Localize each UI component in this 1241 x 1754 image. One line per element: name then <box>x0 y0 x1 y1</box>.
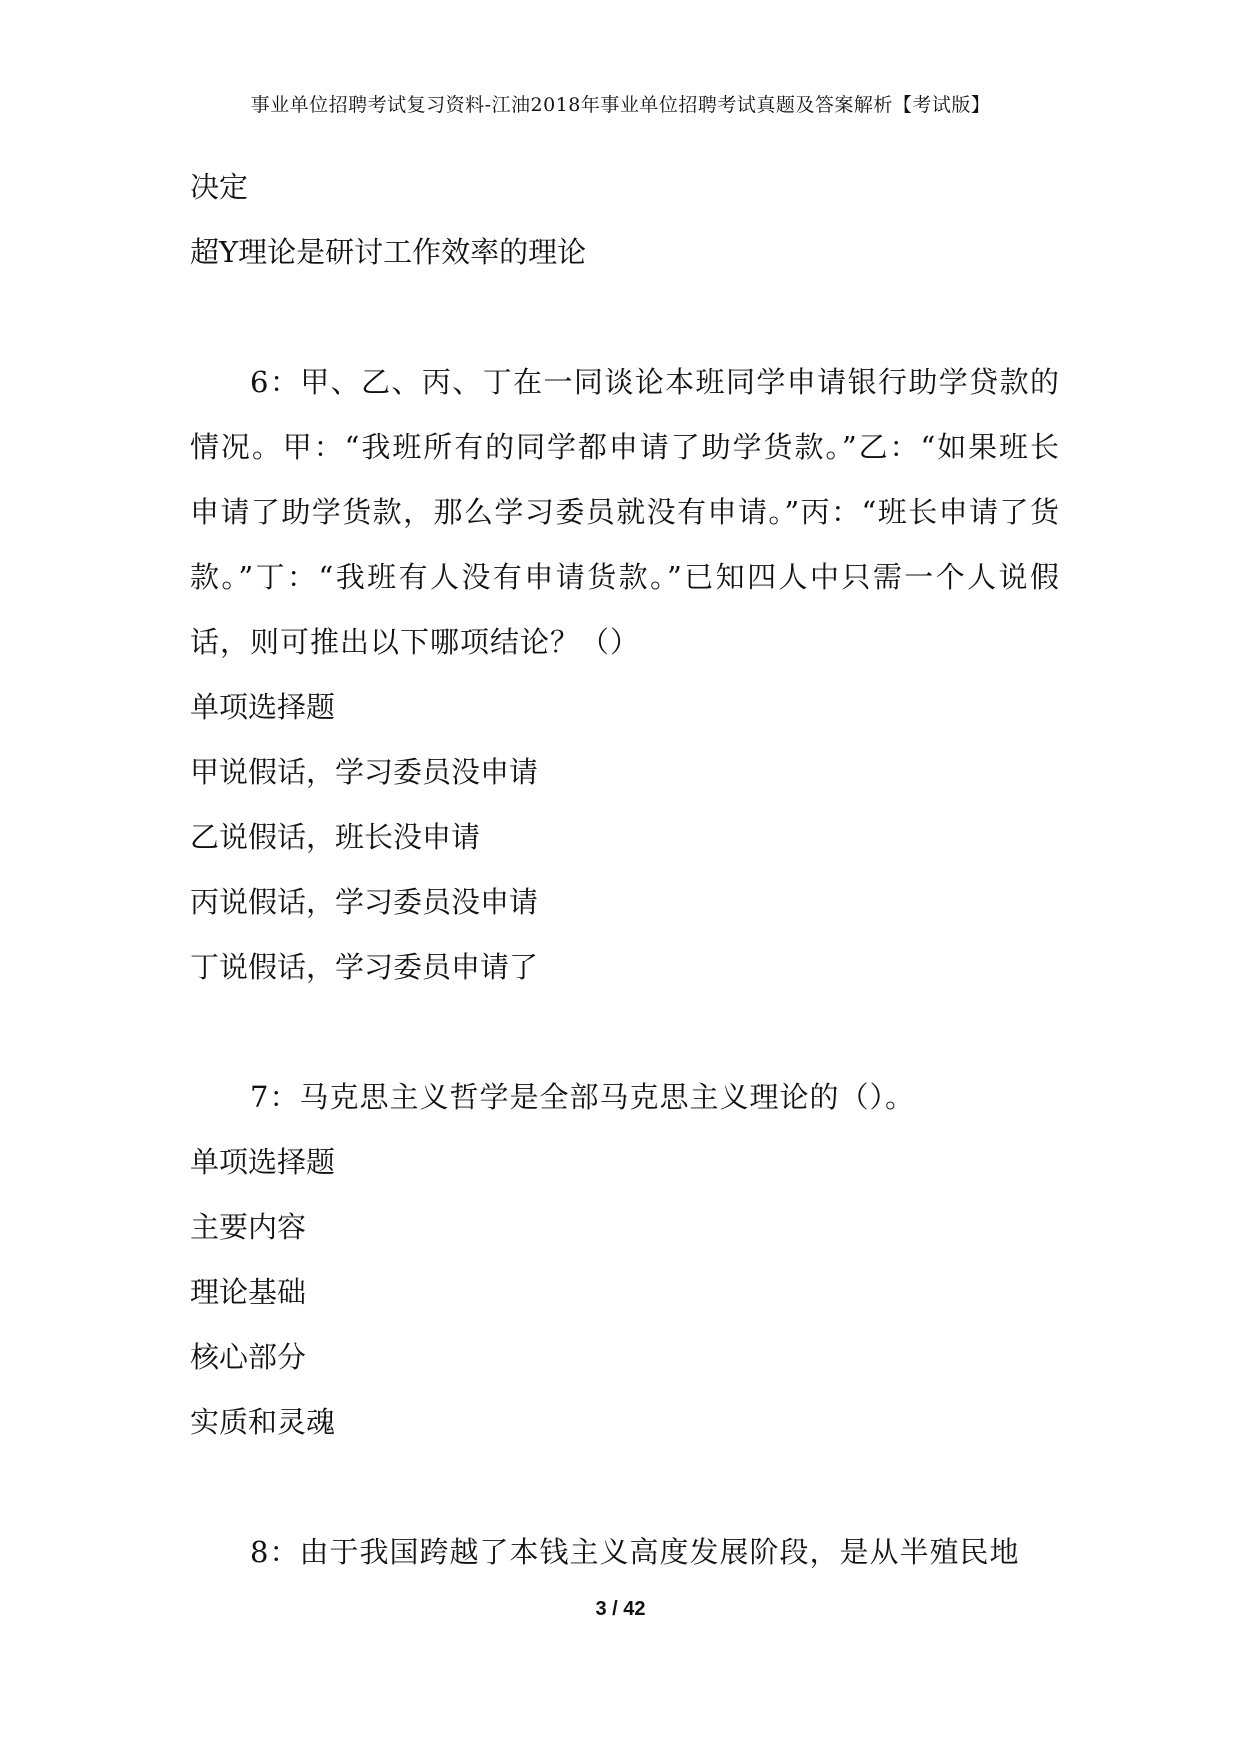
question-stem: 6：甲、乙、丙、丁在一同谈论本班同学申请银行助学贷款的情况。甲：“我班所有的同学都申请了助学货款。”乙：“如果班长申请了助学货款，那么学习委员就没有申请。”丙：“班长申请了货款。”丁：“我班有人没有申请货款。”已知四人中只需一个人说假话，则可推出以下哪项结论？（） <box>190 365 1060 659</box>
answer-option: 理论基础 <box>190 1275 307 1309</box>
answer-option: 丁说假话，学习委员申请了 <box>190 950 539 984</box>
question-type: 单项选择题 <box>190 690 336 724</box>
question-type: 单项选择题 <box>190 1145 336 1179</box>
page-content <box>190 155 1060 1585</box>
answer-option: 核心部分 <box>190 1340 307 1374</box>
question-8 <box>190 1520 1060 1585</box>
spacer <box>190 285 1060 350</box>
spacer <box>190 1455 1060 1520</box>
question-stem: 8：由于我国跨越了本钱主义高度发展阶段，是从半殖民地 <box>250 1535 1020 1569</box>
answer-option: 乙说假话，班长没申请 <box>190 820 481 854</box>
page-header: 事业单位招聘考试复习资料-江油2018年事业单位招聘考试真题及答案解析【考试版】 <box>250 94 991 116</box>
answer-option: 丙说假话，学习委员没申请 <box>190 885 539 919</box>
continuation-line: 决定 <box>190 170 249 204</box>
spacer <box>190 1000 1060 1065</box>
question-stem: 7：马克思主义哲学是全部马克思主义理论的（）。 <box>250 1080 915 1114</box>
answer-option: 甲说假话，学习委员没申请 <box>190 755 539 789</box>
page-number: 3 / 42 <box>595 1598 646 1620</box>
question-7 <box>190 1065 1060 1455</box>
answer-option: 实质和灵魂 <box>190 1405 336 1439</box>
question-6 <box>190 350 1060 1000</box>
continuation-line: 超Y理论是研讨工作效率的理论 <box>190 235 587 269</box>
answer-option: 主要内容 <box>190 1210 307 1244</box>
